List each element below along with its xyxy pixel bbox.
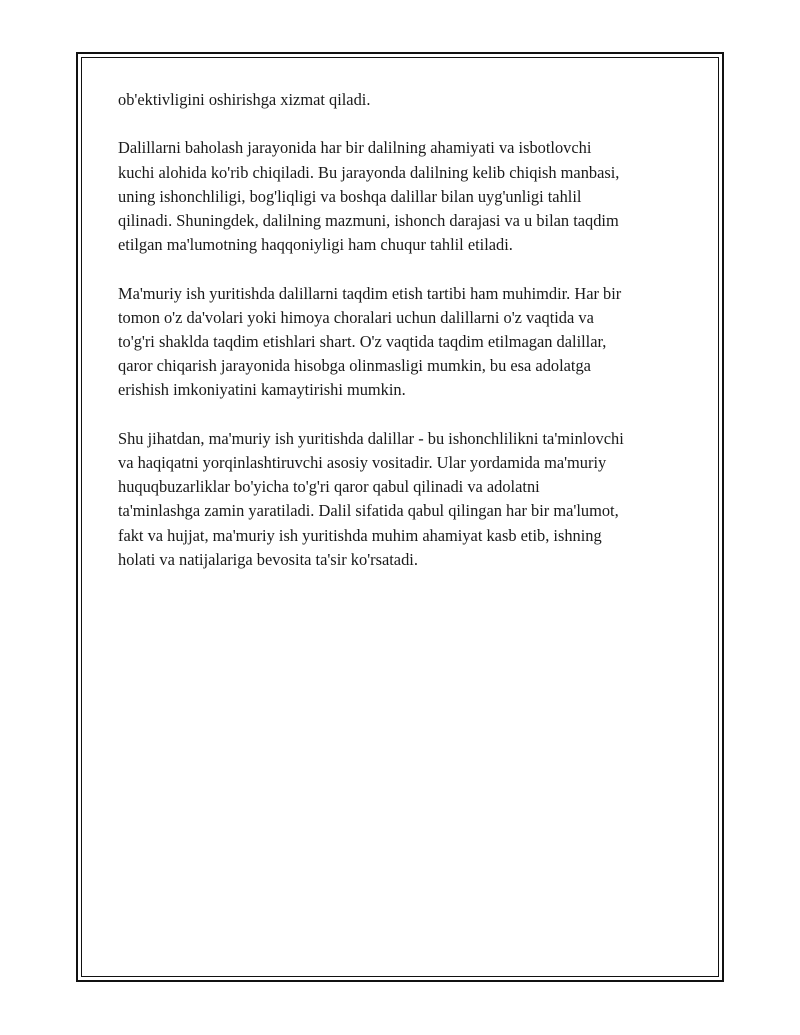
paragraph-3	[118, 282, 698, 403]
text-line: tomon o'z da'volari yoki himoya choralari uchun dalillarni o'z vaqtida va	[118, 307, 594, 327]
text-line: kuchi alohida ko'rib chiqiladi. Bu jarayonda dalilning kelib chiqish manbasi,	[118, 162, 620, 182]
document-body	[118, 88, 698, 596]
text-line: Dalillarni baholash jarayonida har bir dalilning ahamiyati va isbotlovchi	[118, 138, 592, 158]
text-line: ta'minlashga zamin yaratiladi. Dalil sifatida qabul qilingan har bir ma'lumot,	[118, 501, 619, 521]
text-line: qilinadi. Shuningdek, dalilning mazmuni, ishonch darajasi va u bilan taqdim	[118, 211, 619, 230]
text-line: Shu jihatdan, ma'muriy ish yuritishda dalillar - bu ishonchlilikni ta'minlovchi	[118, 428, 624, 448]
text-line: Ma'muriy ish yuritishda dalillarni taqdim etish tartibi ham muhimdir. Har bir	[118, 283, 622, 303]
text-line: holati va natijalariga bevosita ta'sir ko'rsatadi.	[118, 549, 418, 569]
text-line: to'g'ri shaklda taqdim etishlari shart. O'z vaqtida taqdim etilmagan dalillar,	[118, 332, 607, 351]
text-line: etilgan ma'lumotning haqqoniyligi ham chuqur tahlil etiladi.	[118, 235, 513, 255]
text-line: qaror chiqarish jarayonida hisobga olinmasligi mumkin, bu esa adolatga	[118, 356, 591, 376]
text-line: fakt va hujjat, ma'muriy ish yuritishda muhim ahamiyat kasb etib, ishning	[118, 525, 602, 545]
paragraph-2	[118, 136, 698, 257]
paragraph-4	[118, 427, 698, 572]
text-line: huquqbuzarliklar bo'yicha to'g'ri qaror qabul qilinadi va adolatni	[118, 477, 540, 497]
text-line: uning ishonchliligi, bog'liqligi va boshqa dalillar bilan uyg'unligi tahlil	[118, 186, 582, 206]
paragraph-1	[118, 88, 698, 112]
text-line: erishish imkoniyatini kamaytirishi mumkin.	[118, 380, 406, 400]
text-line: va haqiqatni yorqinlashtiruvchi asosiy vositadir. Ular yordamida ma'muriy	[118, 453, 607, 472]
text-line: ob'ektivligini oshirishga xizmat qiladi.	[118, 90, 371, 109]
